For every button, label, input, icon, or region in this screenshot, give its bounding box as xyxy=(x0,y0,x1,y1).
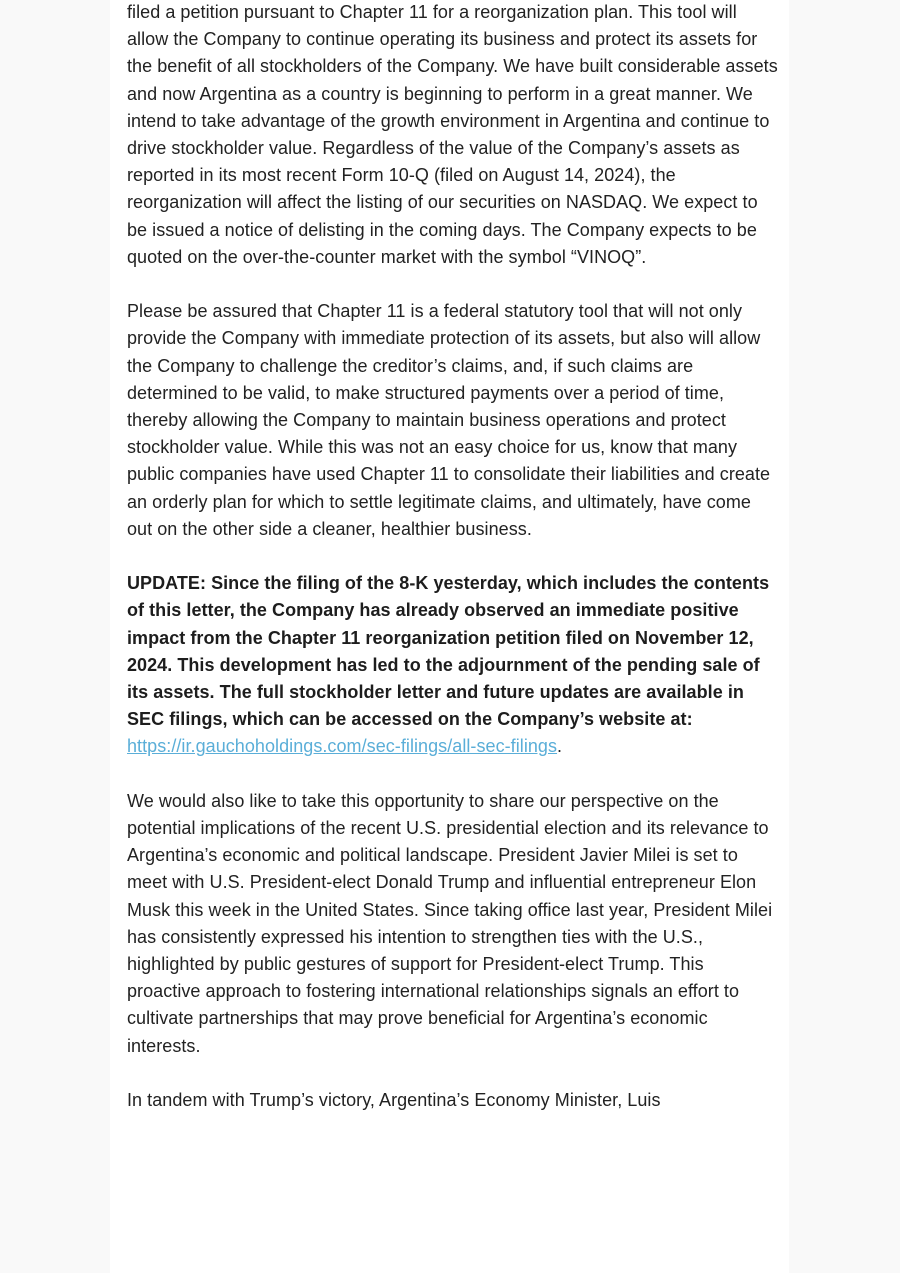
update-text: UPDATE: Since the filing of the 8-K yesterday, which includes the contents of this letter, the Company has already observed an immediate positive impact from the Chapter 11 reorganization petition filed on November 12, 2024. This development has led to the adjournment of the pending sale of its assets. The full stockholder letter and future updates are available in SEC filings, which can be accessed on the Company’s website at: xyxy=(127,573,770,730)
paragraph-chapter11-intro: filed a petition pursuant to Chapter 11 for a reorganization plan. This tool will allow the Company to continue operating its business and protect its assets for the benefit of all stockholders of the Company. We have built considerable assets and now Argentina as a country is beginning to perform in a great manner. We intend to take advantage of the growth environment in Argentina and continue to drive stockholder value. Regardless of the value of the Company’s assets as reported in its most recent Form 10-Q (filed on August 14, 2024), the reorganization will affect the listing of our securities on NASDAQ. We expect to be issued a notice of delisting in the coming days. The Company expects to be quoted on the over-the-counter market with the symbol “VINOQ”. xyxy=(127,2,778,267)
paragraph-chapter11-assurance: Please be assured that Chapter 11 is a federal statutory tool that will not only provide the Company with immediate protection of its assets, but also will allow the Company to challenge the creditor’s claims, and, if such claims are determined to be valid, to make structured payments over a period of time, thereby allowing the Company to maintain business operations and protect stockholder value. While this was not an easy choice for us, know that many public companies have used Chapter 11 to consolidate their liabilities and create an orderly plan for which to settle legitimate claims, and ultimately, have come out on the other side a cleaner, healthier business. xyxy=(127,301,771,539)
sec-filings-link[interactable]: https://ir.gauchoholdings.com/sec-filings/all-sec-filings xyxy=(127,736,558,757)
article-card xyxy=(110,0,789,1273)
update-trailing-period: . xyxy=(557,736,563,757)
article-body xyxy=(127,0,779,1141)
update-paragraph xyxy=(127,570,779,760)
paragraph-us-election: We would also like to take this opportunity to share our perspective on the potential implications of the recent U.S. presidential election and its relevance to Argentina’s economic and political landscape. President Javier Milei is set to meet with U.S. President-elect Donald Trump and influential entrepreneur Elon Musk this week in the United States. Since taking office last year, President Milei has consistently expressed his intention to strengthen ties with the U.S., highlighted by public gestures of support for President-elect Trump. This proactive approach to fostering international relationships signals an effort to cultivate partnerships that may prove beneficial for Argentina’s economic interests. xyxy=(127,790,773,1056)
paragraph-economy-minister: In tandem with Trump’s victory, Argentina’s Economy Minister, Luis xyxy=(127,1090,661,1111)
